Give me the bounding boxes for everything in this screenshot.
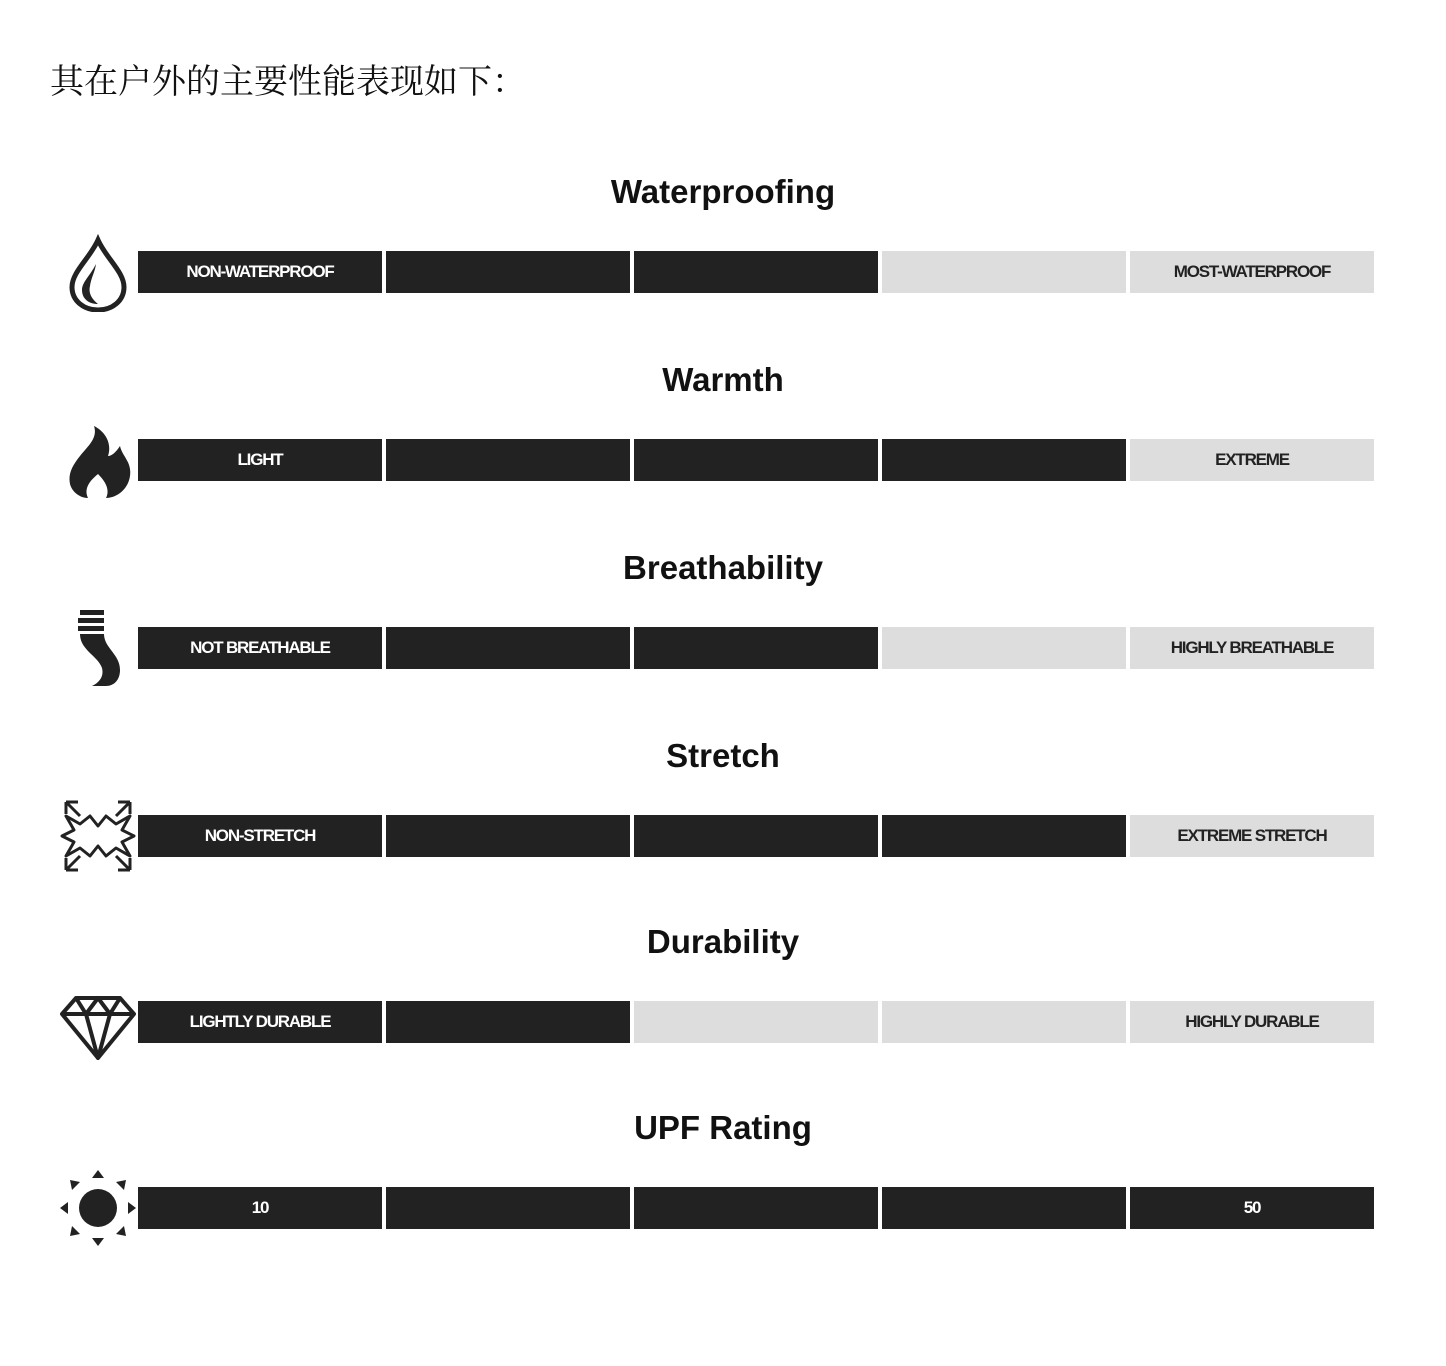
rating-waterproofing <box>0 172 1446 342</box>
rating-title: Warmth <box>662 361 784 398</box>
rating-segment <box>138 815 382 857</box>
rating-title: Breathability <box>623 549 823 586</box>
flame-icon <box>58 420 138 500</box>
min-label: 10 <box>251 1198 269 1217</box>
min-label: NOT BREATHABLE <box>190 638 330 657</box>
rating-segment <box>882 1187 1126 1229</box>
rating-title: UPF Rating <box>634 1109 812 1146</box>
rating-segment <box>1130 815 1374 857</box>
rating-segment <box>138 627 382 669</box>
rating-segment <box>882 627 1126 669</box>
rating-segment <box>634 251 878 293</box>
rating-breathability <box>0 548 1446 718</box>
rating-title: Durability <box>646 923 800 960</box>
sun-icon <box>58 1168 138 1248</box>
rating-segment <box>1130 627 1374 669</box>
rating-segment <box>386 439 630 481</box>
max-label: EXTREME STRETCH <box>1177 826 1327 845</box>
rating-segment <box>882 1001 1126 1043</box>
diamond-icon <box>58 982 138 1062</box>
max-label: EXTREME <box>1215 450 1289 469</box>
water-drop-icon <box>58 232 138 312</box>
max-label: MOST-WATERPROOF <box>1173 262 1331 281</box>
rating-bar <box>138 1001 1378 1043</box>
rating-segment <box>882 439 1126 481</box>
rating-segment <box>138 1001 382 1043</box>
rating-bar <box>138 815 1378 857</box>
rating-segment <box>634 1187 878 1229</box>
rating-warmth <box>0 360 1446 530</box>
max-label: HIGHLY DURABLE <box>1185 1012 1319 1031</box>
rating-segment <box>634 815 878 857</box>
max-label: HIGHLY BREATHABLE <box>1170 638 1334 657</box>
rating-segment <box>1130 439 1374 481</box>
rating-segment <box>882 251 1126 293</box>
rating-segment <box>386 251 630 293</box>
rating-segment <box>386 1001 630 1043</box>
rating-segment <box>386 627 630 669</box>
rating-segment <box>138 251 382 293</box>
rating-segment <box>634 439 878 481</box>
rating-segment <box>138 1187 382 1229</box>
rating-title: Waterproofing <box>610 173 836 210</box>
rating-bar <box>138 1187 1378 1229</box>
stretch-arrows-icon <box>58 796 138 876</box>
air-flow-icon <box>58 608 138 688</box>
rating-bar <box>138 439 1378 481</box>
rating-segment <box>882 815 1126 857</box>
rating-bar <box>138 627 1378 669</box>
rating-durability <box>0 922 1446 1092</box>
rating-segment <box>386 815 630 857</box>
rating-segment <box>138 439 382 481</box>
rating-upf <box>0 1108 1446 1278</box>
rating-bar <box>138 251 1378 293</box>
rating-segment <box>1130 251 1374 293</box>
min-label: NON-STRETCH <box>204 826 316 845</box>
max-label: 50 <box>1243 1198 1261 1217</box>
intro-text: 其在户外的主要性能表现如下： <box>50 62 526 102</box>
rating-stretch <box>0 736 1446 906</box>
rating-segment <box>1130 1001 1374 1043</box>
rating-title: Stretch <box>666 737 780 774</box>
rating-segment <box>386 1187 630 1229</box>
rating-segment <box>1130 1187 1374 1229</box>
rating-segment <box>634 1001 878 1043</box>
min-label: LIGHTLY DURABLE <box>189 1012 331 1031</box>
min-label: LIGHT <box>237 450 283 469</box>
min-label: NON-WATERPROOF <box>186 262 334 281</box>
rating-segment <box>634 627 878 669</box>
